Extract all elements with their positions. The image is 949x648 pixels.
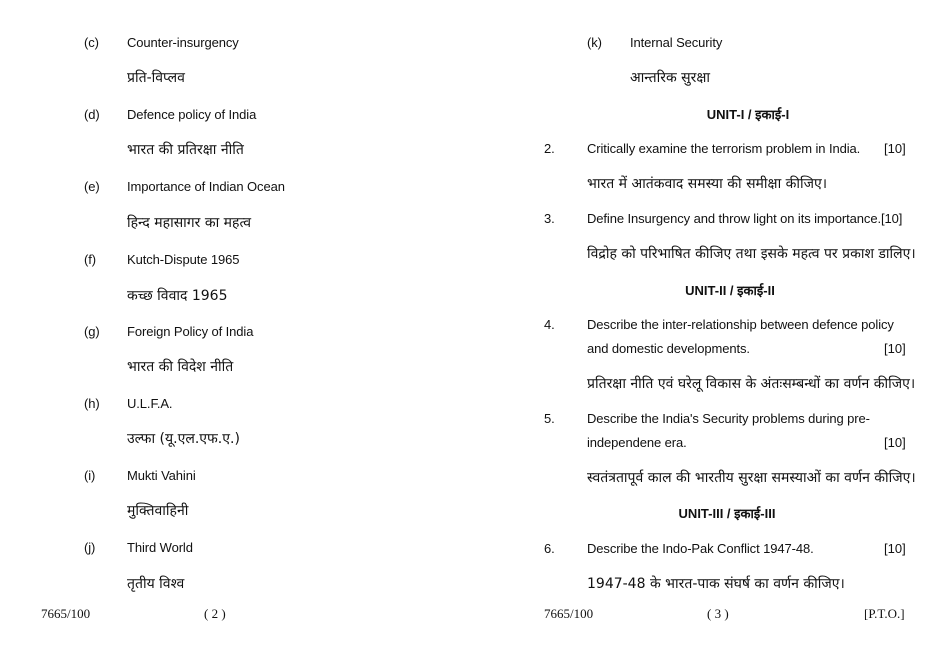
item-english: Foreign Policy of India bbox=[127, 324, 254, 339]
question-number: 2. bbox=[544, 141, 555, 156]
question-number: 4. bbox=[544, 317, 555, 332]
item-english: Counter-insurgency bbox=[127, 35, 239, 50]
question-marks: [10] bbox=[884, 435, 906, 450]
question-marks: [10] bbox=[884, 341, 906, 356]
item-hindi: आन्तरिक सुरक्षा bbox=[630, 70, 711, 86]
item-label: (d) bbox=[84, 107, 100, 122]
item-hindi: भारत की प्रतिरक्षा नीति bbox=[127, 142, 244, 158]
question-text: Critically examine the terrorism problem in India. bbox=[587, 141, 861, 156]
page-number: ( 2 ) bbox=[204, 606, 226, 621]
item-label: (k) bbox=[587, 35, 602, 50]
question-text-line1: Describe the India's Security problems during pre- bbox=[587, 411, 870, 426]
paper-code: 7665/100 bbox=[41, 606, 91, 621]
item-label: (h) bbox=[84, 396, 100, 411]
item-english: Defence policy of India bbox=[127, 107, 257, 122]
question-text-line1: Describe the inter-relationship between defence policy bbox=[587, 317, 894, 332]
item-hindi: प्रति-विप्लव bbox=[127, 70, 185, 86]
page-number: ( 3 ) bbox=[707, 606, 729, 621]
item-label: (i) bbox=[84, 468, 96, 483]
item-hindi: उल्फा (यू.एल.एफ.ए.) bbox=[127, 431, 240, 447]
item-english: Third World bbox=[127, 540, 193, 555]
question-hindi: भारत में आतंकवाद समस्या की समीक्षा कीजिए। bbox=[587, 176, 828, 192]
item-hindi: हिन्द महासागर का महत्व bbox=[127, 215, 251, 231]
question-text-line2: independene era. bbox=[587, 435, 687, 450]
question-hindi: प्रतिरक्षा नीति एवं घरेलू विकास के अंतःसम्बन्धों का वर्णन कीजिए। bbox=[587, 376, 916, 392]
question-text: Describe the Indo-Pak Conflict 1947-48. bbox=[587, 541, 814, 556]
question-text: Define Insurgency and throw light on its importance.[10] bbox=[587, 211, 903, 226]
item-english: Importance of Indian Ocean bbox=[127, 179, 285, 194]
question-text-line2: and domestic developments. bbox=[587, 341, 750, 356]
unit-heading: UNIT-I / इकाई-I bbox=[706, 107, 790, 122]
question-hindi: विद्रोह को परिभाषित कीजिए तथा इसके महत्व पर प्रकाश डालिए। bbox=[587, 246, 916, 262]
item-label: (e) bbox=[84, 179, 100, 194]
item-hindi: भारत की विदेश नीति bbox=[127, 359, 234, 375]
item-label: (f) bbox=[84, 252, 96, 267]
question-marks: [10] bbox=[884, 541, 906, 556]
question-number: 3. bbox=[544, 211, 555, 226]
item-english: U.L.F.A. bbox=[127, 396, 173, 411]
item-hindi: तृतीय विश्व bbox=[127, 576, 185, 592]
question-number: 5. bbox=[544, 411, 555, 426]
item-label: (j) bbox=[84, 540, 96, 555]
item-hindi: कच्छ विवाद 1965 bbox=[127, 288, 228, 304]
item-label: (c) bbox=[84, 35, 99, 50]
unit-heading: UNIT-III / इकाई-III bbox=[678, 506, 776, 521]
item-english: Kutch-Dispute 1965 bbox=[127, 252, 240, 267]
pto-marker: [P.T.O.] bbox=[864, 606, 905, 621]
item-english: Mukti Vahini bbox=[127, 468, 196, 483]
question-marks: [10] bbox=[884, 141, 906, 156]
question-hindi: स्वतंत्रतापूर्व काल की भारतीय सुरक्षा समस्याओं का वर्णन कीजिए। bbox=[587, 470, 916, 486]
unit-heading: UNIT-II / इकाई-II bbox=[685, 283, 775, 298]
item-hindi: मुक्तिवाहिनी bbox=[127, 503, 189, 519]
question-hindi: 1947-48 के भारत-पाक संघर्ष का वर्णन कीजिए। bbox=[587, 576, 845, 592]
question-number: 6. bbox=[544, 541, 555, 556]
paper-code: 7665/100 bbox=[544, 606, 594, 621]
item-label: (g) bbox=[84, 324, 100, 339]
item-english: Internal Security bbox=[630, 35, 723, 50]
